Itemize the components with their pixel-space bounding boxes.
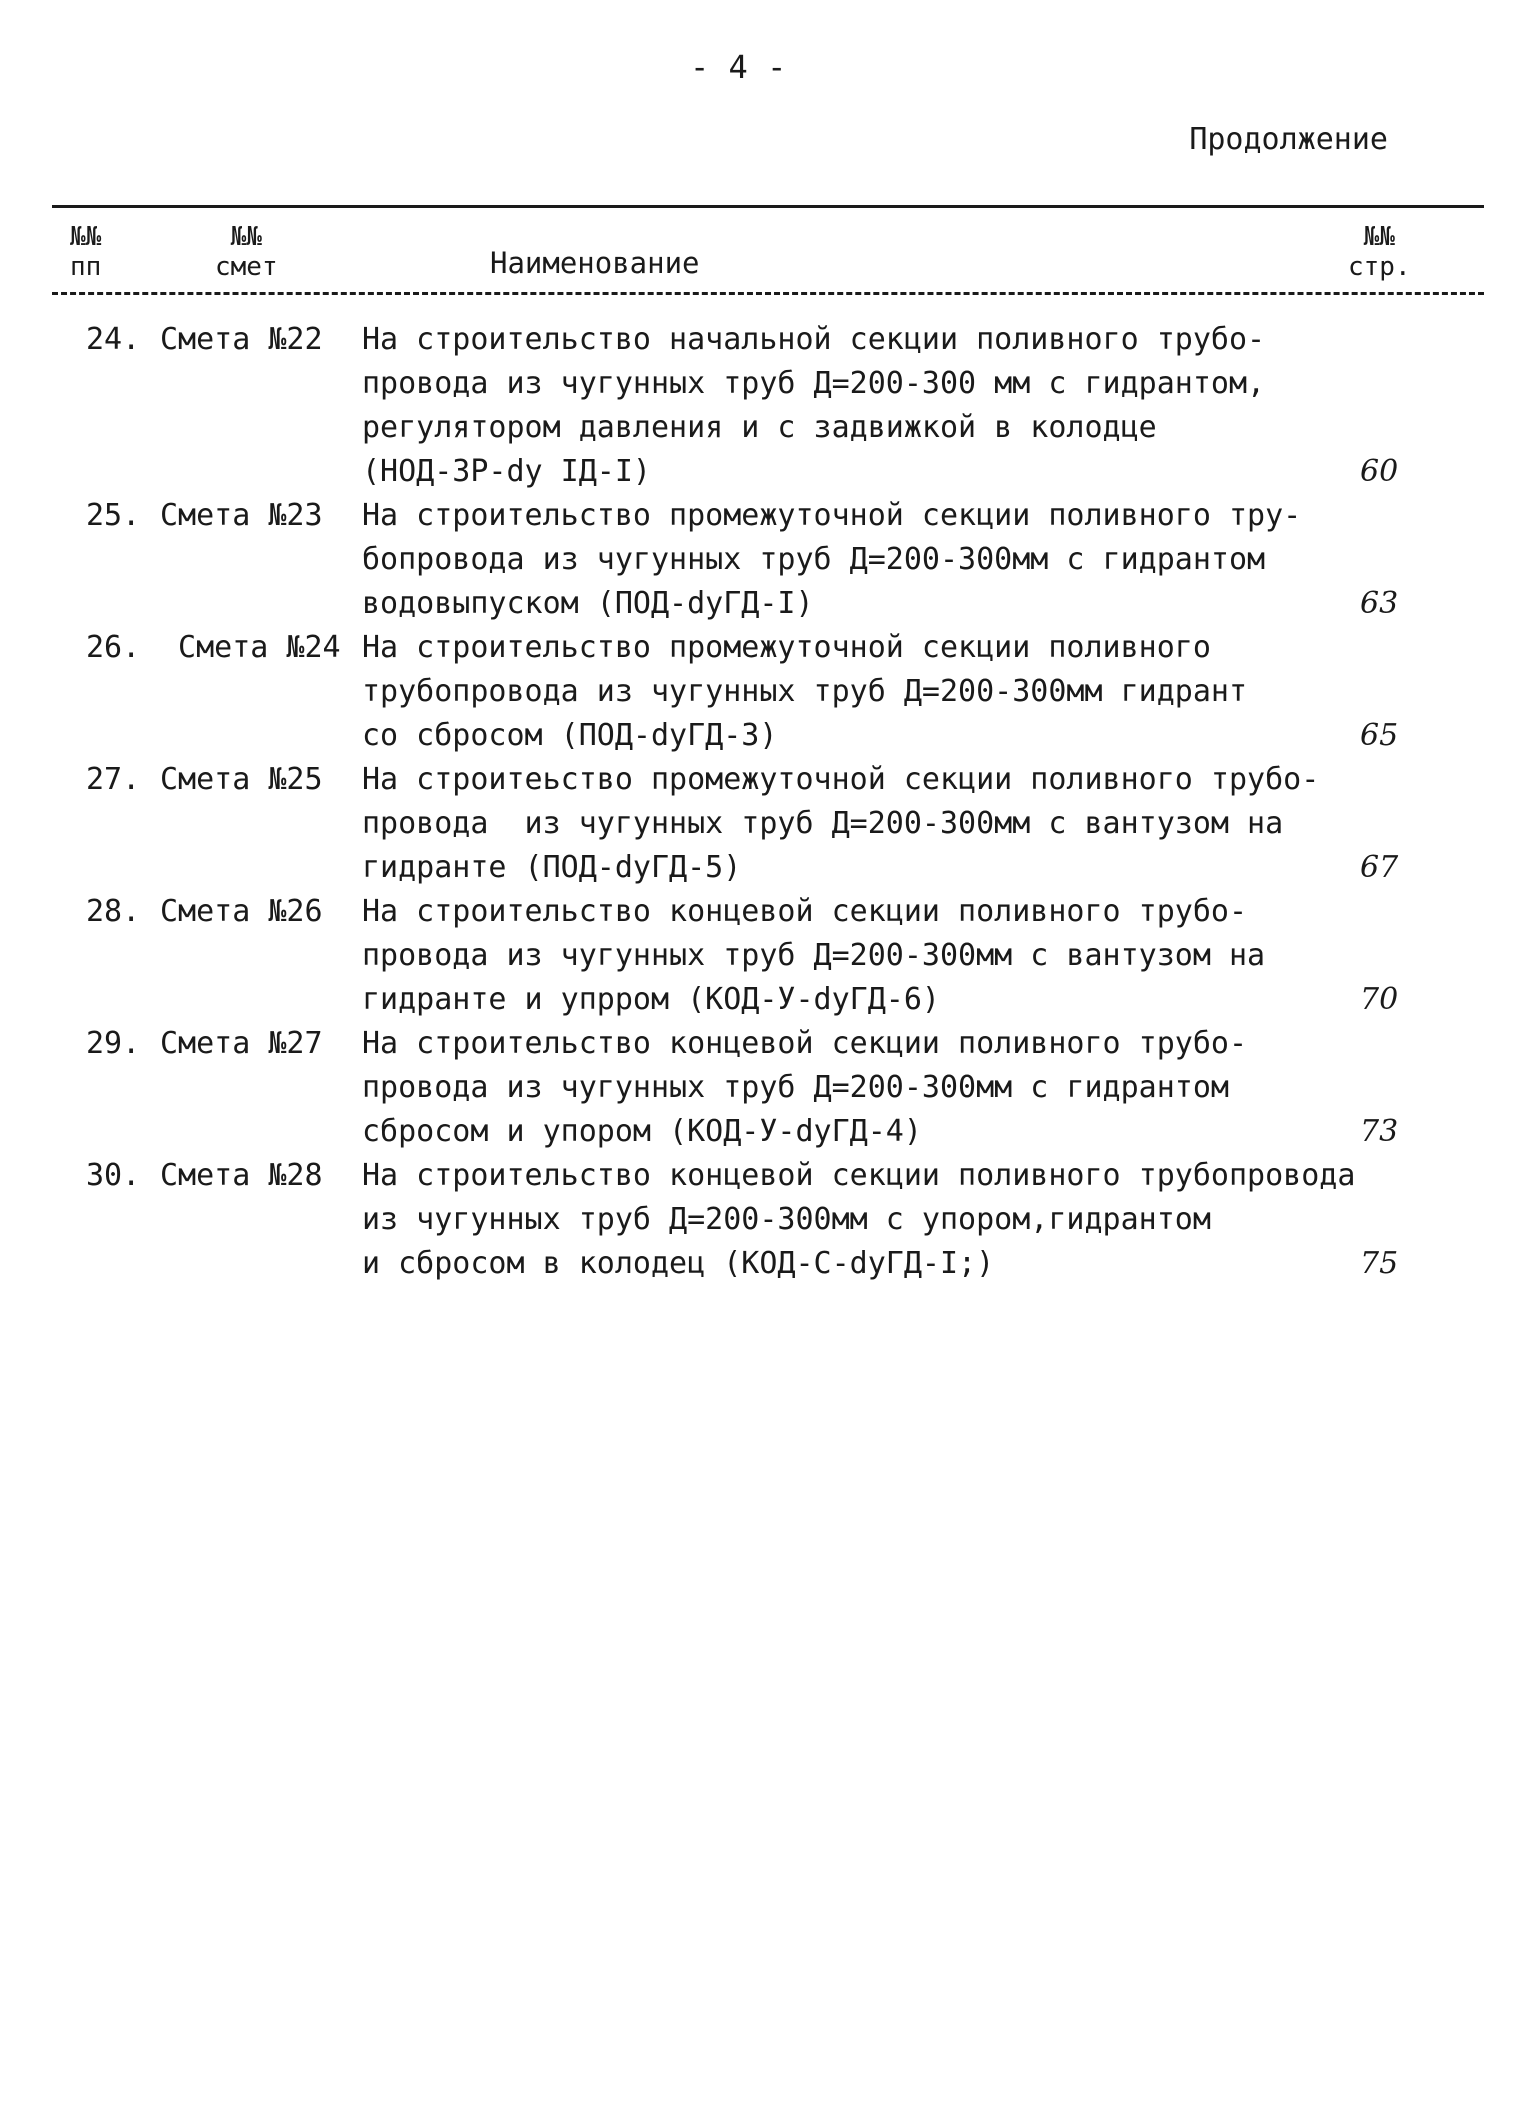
entry-description: На строительство концевой секции поливного трубо- провода из чугунных труб Д=200-300мм с гидрантом сбросом и упором (КОД-У-dyГД-4) — [362, 1026, 1248, 1149]
entry-page: 67 — [1360, 850, 1399, 885]
list-item — [0, 494, 1536, 626]
entry-number: 29. — [86, 1026, 141, 1061]
entry-estimate: Смета №24 — [160, 630, 341, 665]
entry-estimate: Смета №28 — [160, 1158, 323, 1193]
header-name: Наименование — [490, 246, 700, 280]
entry-page: 60 — [1360, 454, 1399, 489]
entry-description: На строительство начальной секции поливного трубо- провода из чугунных труб Д=200-300 мм с гидрантом, регулятором давления и с задвижкой в колодце (НОД-ЗР-dy IД-I) — [362, 322, 1266, 489]
entry-estimate: Смета №25 — [160, 762, 323, 797]
entry-page: 70 — [1360, 982, 1399, 1017]
entry-description: На строительство концевой секции поливного трубо- провода из чугунных труб Д=200-300мм с вантузом на гидранте и упрром (КОД-У-dyГД-6) — [362, 894, 1266, 1017]
header-page: №№ стр. — [1348, 222, 1411, 282]
continuation-label: Продолжение — [1189, 122, 1388, 157]
entry-description: На строительство концевой секции поливного трубопровода из чугунных труб Д=200-300мм с упором,гидрантом и сбросом в колодец (КОД-С-dyГД-I;) — [362, 1158, 1356, 1281]
page-number: - 4 - — [690, 48, 787, 86]
entry-estimate: Смета №27 — [160, 1026, 323, 1061]
entry-number: 25. — [86, 498, 141, 533]
table-header-rule — [52, 292, 1484, 295]
list-item — [0, 890, 1536, 1022]
entry-estimate: Смета №23 — [160, 498, 323, 533]
entry-number: 30. — [86, 1158, 141, 1193]
entry-estimate: Смета №26 — [160, 894, 323, 929]
entry-page: 75 — [1360, 1246, 1399, 1281]
list-item — [0, 758, 1536, 890]
list-item — [0, 318, 1536, 494]
list-item — [0, 1022, 1536, 1154]
entry-number: 26. — [86, 630, 141, 665]
entry-number: 24. — [86, 322, 141, 357]
entry-description: На строитеьство промежуточной секции поливного трубо- провода из чугунных труб Д=200-300мм с вантузом на гидранте (ПОД-dyГД-5) — [362, 762, 1320, 885]
table-top-rule — [52, 205, 1484, 208]
entry-description: На строительство промежуточной секции поливного тру- бопровода из чугунных труб Д=200-300мм с гидрантом водовыпуском (ПОД-dyГД-I) — [362, 498, 1302, 621]
entry-number: 27. — [86, 762, 141, 797]
entry-estimate: Смета №22 — [160, 322, 323, 357]
entry-number: 28. — [86, 894, 141, 929]
entry-page: 73 — [1360, 1114, 1399, 1149]
header-pp: №№ пп — [70, 222, 102, 282]
contents-list — [0, 318, 1536, 1286]
entry-description: На строительство промежуточной секции поливного трубопровода из чугунных труб Д=200-300мм гидрант со сбросом (ПОД-dyГД-3) — [362, 630, 1248, 753]
entry-page: 63 — [1360, 586, 1399, 621]
list-item — [0, 1154, 1536, 1286]
entry-page: 65 — [1360, 718, 1399, 753]
list-item — [0, 626, 1536, 758]
header-smet: №№ смет — [215, 222, 278, 282]
